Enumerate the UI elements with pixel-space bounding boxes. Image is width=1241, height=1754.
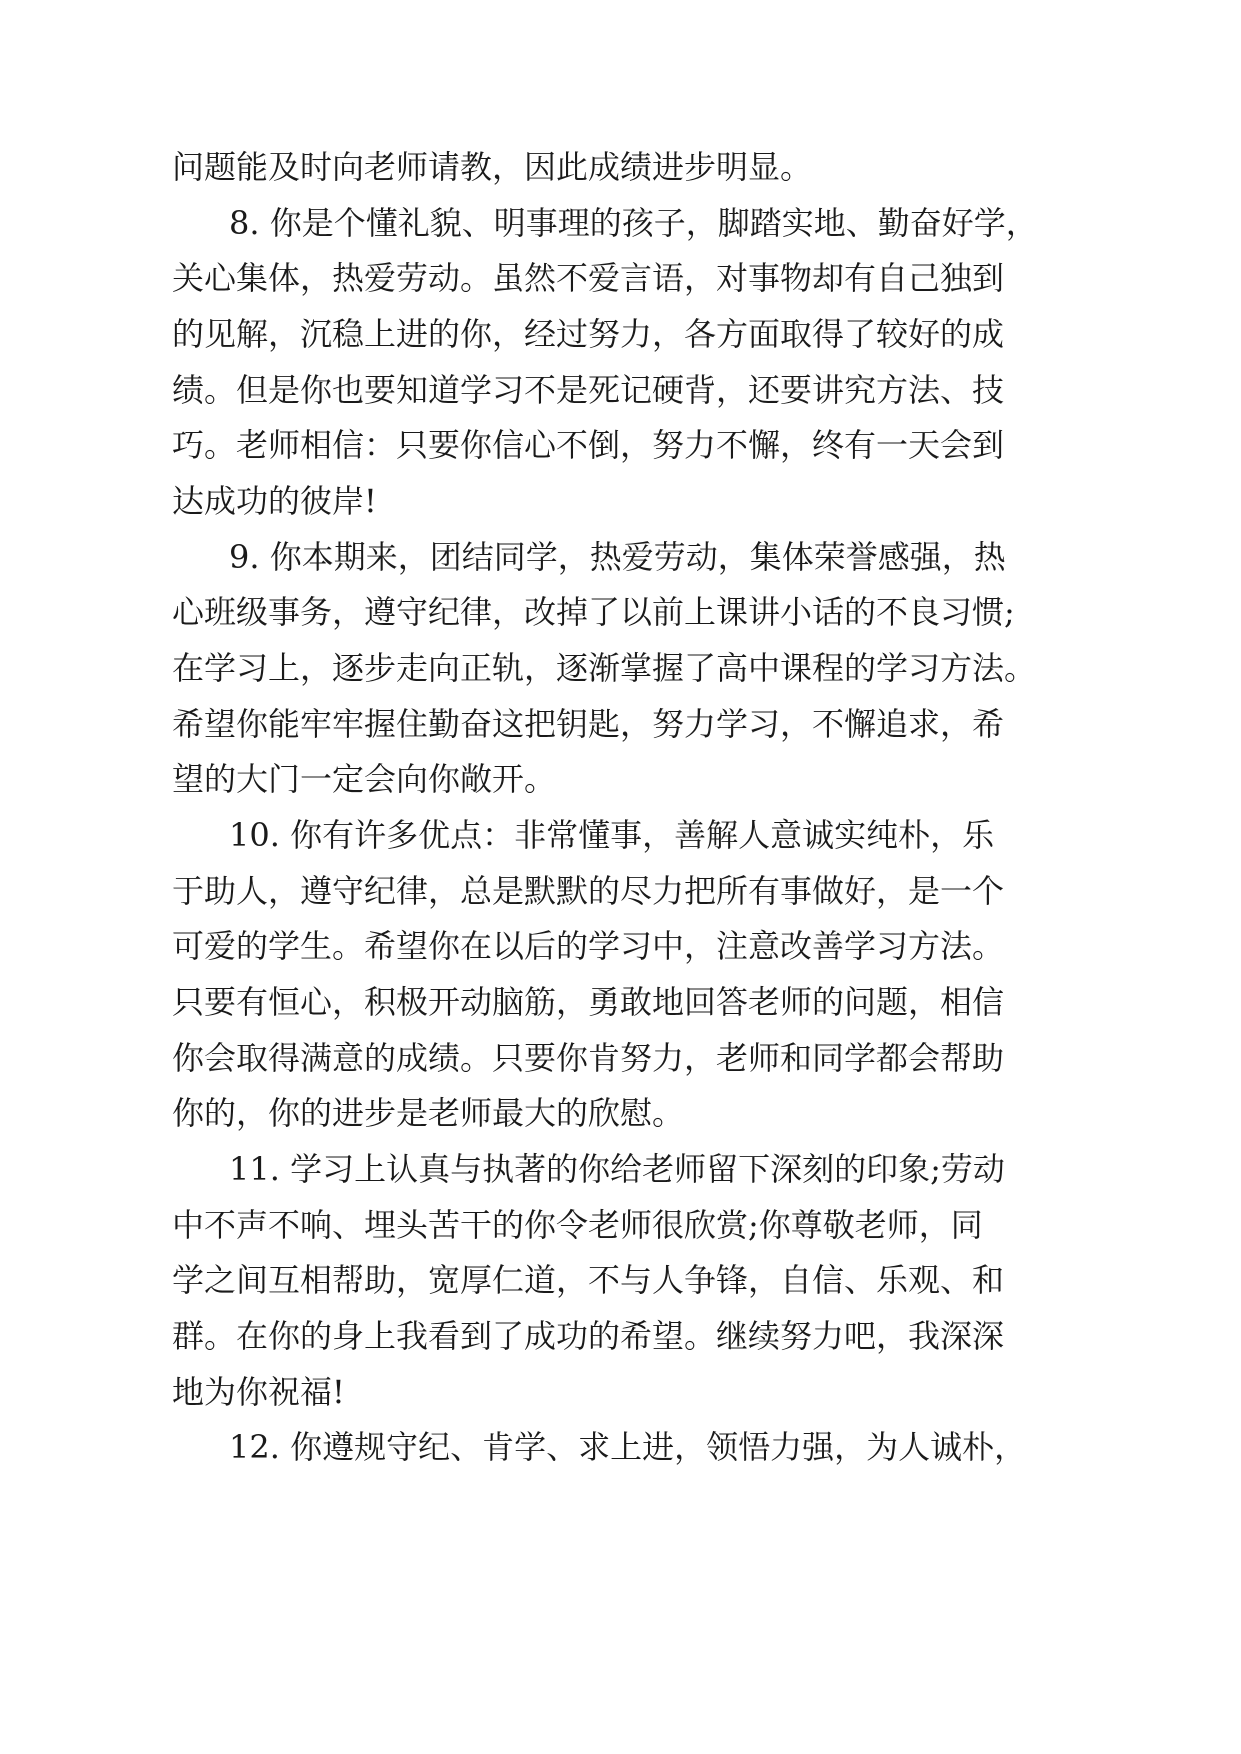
text-line: 于助人，遵守纪律，总是默默的尽力把所有事做好，是一个 [172, 872, 1005, 910]
text-line: 你会取得满意的成绩。只要你肯努力，老师和同学都会帮助 [172, 1039, 1005, 1077]
text-line: 心班级事务，遵守纪律，改掉了以前上课讲小话的不良习惯; [172, 593, 1015, 631]
text-line: 达成功的彼岸! [172, 482, 377, 520]
text-line: 绩。但是你也要知道学习不是死记硬背，还要讲究方法、技 [172, 371, 1005, 409]
paragraph-item-10-start: 10. 你有许多优点：非常懂事，善解人意诚实纯朴，乐 [229, 816, 995, 854]
paragraph-item-9-start: 9. 你本期来，团结同学，热爱劳动，集体荣誉感强，热 [229, 538, 1006, 576]
paragraph-item-12-start: 12. 你遵规守纪、肯学、求上进，领悟力强，为人诚朴， [229, 1428, 1027, 1466]
text-line: 巧。老师相信：只要你信心不倒，努力不懈，终有一天会到 [172, 426, 1005, 464]
text-line: 你的，你的进步是老师最大的欣慰。 [172, 1094, 685, 1132]
paragraph-item-11-start: 11. 学习上认真与执著的你给老师留下深刻的印象;劳动 [229, 1150, 1005, 1188]
text-line: 学之间互相帮助，宽厚仁道，不与人争锋，自信、乐观、和 [172, 1261, 1005, 1299]
text-line: 可爱的学生。希望你在以后的学习中，注意改善学习方法。 [172, 927, 1005, 965]
text-line: 群。在你的身上我看到了成功的希望。继续努力吧，我深深 [172, 1317, 1005, 1355]
text-line: 地为你祝福! [172, 1373, 345, 1411]
text-line: 只要有恒心，积极开动脑筋，勇敢地回答老师的问题，相信 [172, 983, 1005, 1021]
paragraph-item-8-start: 8. 你是个懂礼貌、明事理的孩子，脚踏实地、勤奋好学， [229, 204, 1038, 242]
text-line: 在学习上，逐步走向正轨，逐渐掌握了高中课程的学习方法。 [172, 649, 1037, 687]
text-line: 关心集体，热爱劳动。虽然不爱言语，对事物却有自己独到 [172, 259, 1005, 297]
text-line: 中不声不响、埋头苦干的你令老师很欣赏;你尊敬老师，同 [172, 1206, 983, 1244]
text-line: 希望你能牢牢握住勤奋这把钥匙，努力学习，不懈追求，希 [172, 705, 1005, 743]
text-line: 望的大门一定会向你敞开。 [172, 760, 557, 798]
text-line: 问题能及时向老师请教，因此成绩进步明显。 [172, 148, 813, 186]
text-line: 的见解，沉稳上进的你，经过努力，各方面取得了较好的成 [172, 315, 1005, 353]
